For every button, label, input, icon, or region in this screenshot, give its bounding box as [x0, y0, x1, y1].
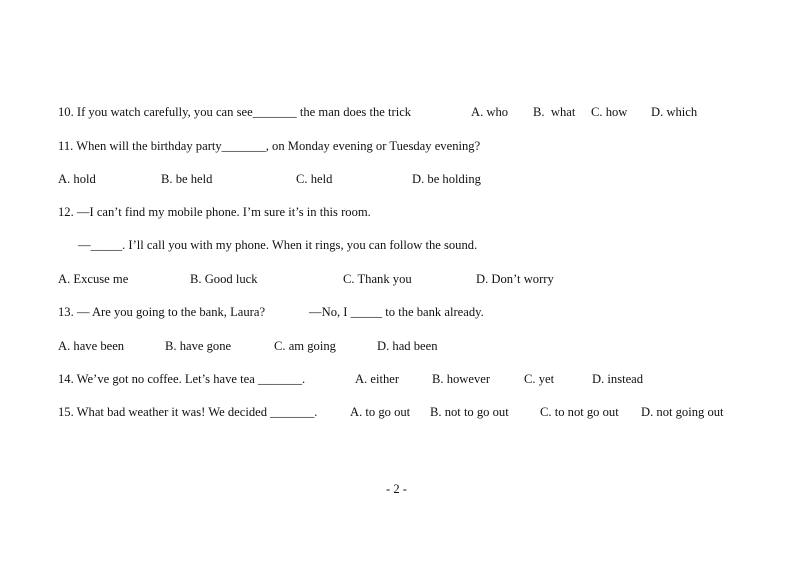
q10-option-a: A. who	[471, 105, 509, 119]
q13-option-c: C. am going	[274, 339, 336, 353]
page-number: - 2 -	[386, 482, 407, 496]
q13-option-b: B. have gone	[165, 339, 232, 353]
q12-stem: 12. —I can’t find my mobile phone. I’m sure it’s in this room.	[58, 205, 371, 219]
q11-stem: 11. When will the birthday party_______, on Monday evening or Tuesday evening?	[58, 139, 481, 153]
q15-option-b: B. not to go out	[430, 405, 509, 419]
q10-stem: 10. If you watch carefully, you can see_______ the man does the trick	[58, 105, 412, 119]
q15-option-d: D. not going out	[641, 405, 724, 419]
q15-option-c: C. to not go out	[540, 405, 619, 419]
q14-option-a: A. either	[355, 372, 400, 386]
q14-option-c: C. yet	[524, 372, 555, 386]
q13-option-a: A. have been	[58, 339, 125, 353]
q11-option-a: A. hold	[58, 172, 96, 186]
q10-option-b: B. what	[533, 105, 576, 119]
q10-option-c: C. how	[591, 105, 628, 119]
q10-option-d: D. which	[651, 105, 698, 119]
q12-option-a: A. Excuse me	[58, 272, 129, 286]
q12-option-b: B. Good luck	[190, 272, 258, 286]
q11-option-c: C. held	[296, 172, 333, 186]
q11-option-d: D. be holding	[412, 172, 481, 186]
q12-option-d: D. Don’t worry	[476, 272, 554, 286]
q13-option-d: D. had been	[377, 339, 438, 353]
q13-stem: 13. — Are you going to the bank, Laura?	[58, 305, 266, 319]
q14-option-b: B. however	[432, 372, 491, 386]
q14-stem: 14. We’ve got no coffee. Let’s have tea _______.	[58, 372, 306, 386]
q11-option-b: B. be held	[161, 172, 213, 186]
q14-option-d: D. instead	[592, 372, 644, 386]
q13-reply: —No, I _____ to the bank already.	[309, 305, 484, 319]
q12-option-c: C. Thank you	[343, 272, 412, 286]
q12-response: —_____. I’ll call you with my phone. When it rings, you can follow the sound.	[78, 238, 478, 252]
q15-option-a: A. to go out	[350, 405, 411, 419]
q15-stem: 15. What bad weather it was! We decided _______.	[58, 405, 318, 419]
